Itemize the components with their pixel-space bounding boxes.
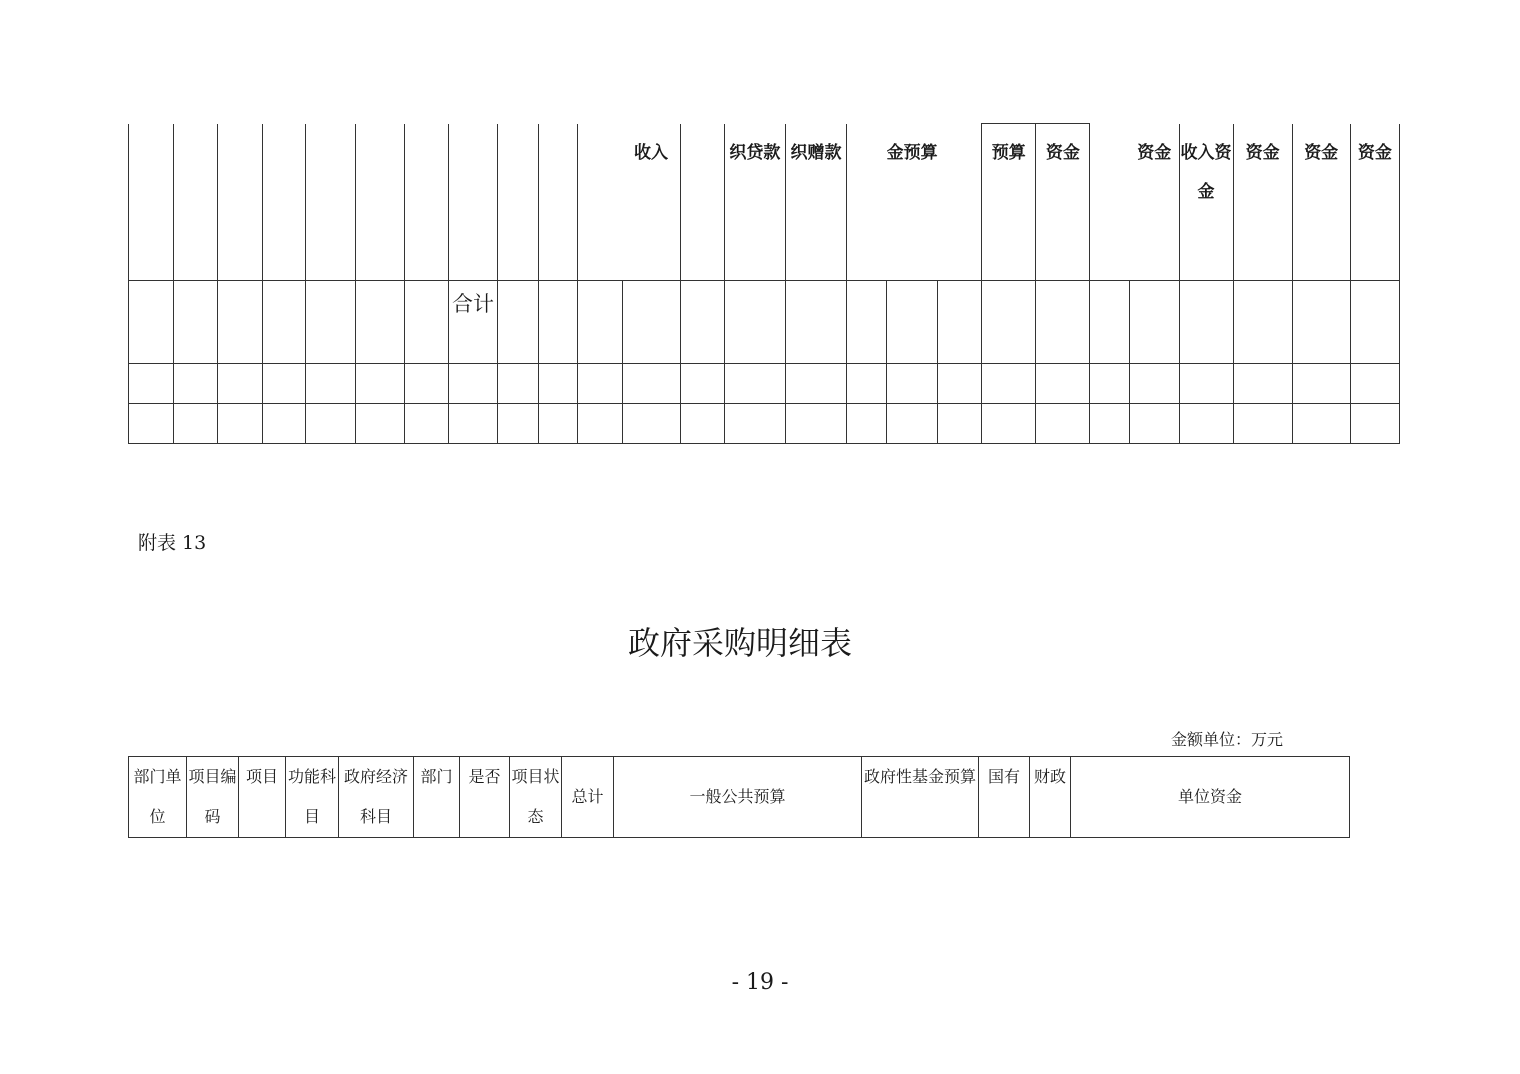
header-cell-funds: 资金 xyxy=(1292,124,1350,281)
header-cell xyxy=(938,124,982,281)
table-row xyxy=(129,404,1400,444)
header-general-budget: 一般公共预算 xyxy=(614,757,862,838)
header-cell xyxy=(218,124,263,281)
header-function-subject: 功能科目 xyxy=(286,757,339,838)
header-cell xyxy=(497,124,538,281)
appendix-label: 附表 13 xyxy=(138,532,207,554)
header-cell xyxy=(306,124,356,281)
header-department: 部门 xyxy=(414,757,460,838)
header-project-code: 项目编码 xyxy=(187,757,239,838)
header-cell xyxy=(129,124,174,281)
header-cell xyxy=(847,124,887,281)
procurement-detail-table xyxy=(128,756,1350,838)
total-label: 合计 xyxy=(449,281,497,364)
header-finance: 财政 xyxy=(1030,757,1071,838)
header-cell-grants: 织赠款 xyxy=(785,124,846,281)
header-cell xyxy=(356,124,405,281)
header-cell xyxy=(680,124,724,281)
table-row xyxy=(129,364,1400,404)
header-project-status: 项目状态 xyxy=(510,757,562,838)
header-whether: 是否 xyxy=(460,757,510,838)
header-unit-funds: 单位资金 xyxy=(1071,757,1350,838)
header-cell-funds: 资金 xyxy=(1233,124,1292,281)
header-project: 项目 xyxy=(239,757,286,838)
header-total: 总计 xyxy=(562,757,614,838)
header-cell xyxy=(263,124,306,281)
header-cell xyxy=(449,124,497,281)
header-cell xyxy=(538,124,577,281)
header-cell xyxy=(1090,124,1130,281)
table-header-row xyxy=(129,124,1400,281)
total-row xyxy=(129,281,1400,364)
header-cell-fund-budget: 金预算 xyxy=(887,124,938,281)
amount-unit-label: 金额单位：万元 xyxy=(1171,730,1284,749)
header-cell-loans: 织贷款 xyxy=(724,124,785,281)
header-economic-subject: 政府经济科目 xyxy=(339,757,414,838)
header-cell-funds: 资金 xyxy=(1130,124,1179,281)
page-title: 政府采购明细表 xyxy=(627,624,852,662)
header-cell-funds: 资金 xyxy=(1350,124,1399,281)
header-cell-income-funds: 收入资金 xyxy=(1179,124,1233,281)
page-number: - 19 - xyxy=(731,970,789,995)
header-cell xyxy=(577,124,622,281)
header-cell-funds: 资金 xyxy=(1036,124,1090,281)
header-cell xyxy=(405,124,449,281)
header-cell xyxy=(174,124,218,281)
header-cell-budget: 预算 xyxy=(982,124,1036,281)
header-dept-unit: 部门单位 xyxy=(129,757,187,838)
header-state-owned: 国有 xyxy=(979,757,1030,838)
budget-continuation-table xyxy=(128,123,1400,444)
header-cell-income: 收入 xyxy=(622,124,680,281)
header-gov-fund-budget: 政府性基金预算 xyxy=(862,757,979,838)
table-header-row xyxy=(129,757,1350,838)
